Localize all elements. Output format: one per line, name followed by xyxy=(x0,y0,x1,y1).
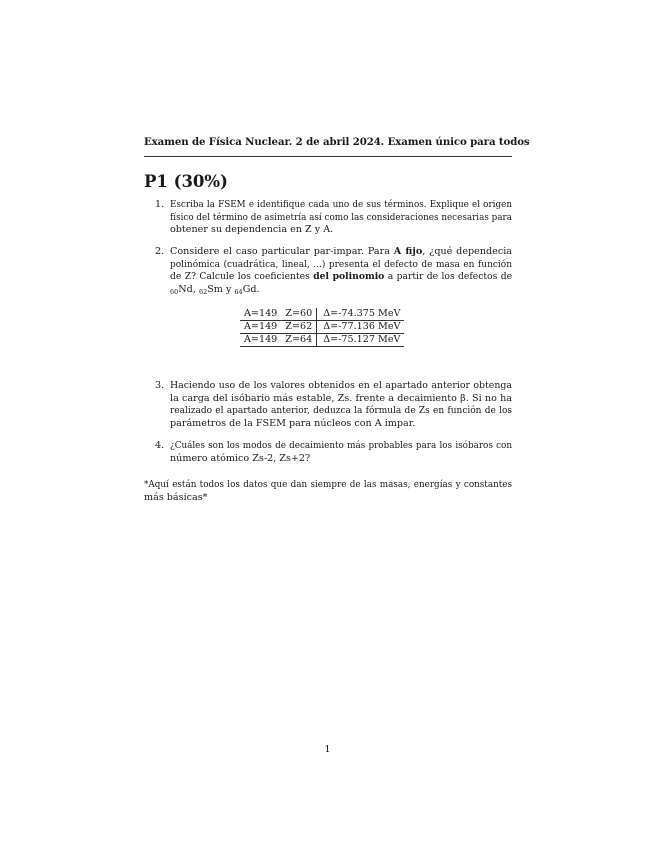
atomic-number: 62 xyxy=(198,287,208,296)
text-run: , ¿qué dependecia xyxy=(422,246,512,257)
question-text xyxy=(170,246,512,296)
section-title: P1 (30%) xyxy=(144,172,228,191)
table-cell-a: A=149 xyxy=(240,308,281,321)
isotope-symbol: Gd. xyxy=(242,283,260,295)
question-number: 1. xyxy=(155,199,165,210)
atomic-number: 60 xyxy=(170,287,179,296)
question-line xyxy=(170,271,512,284)
table-row xyxy=(240,308,404,321)
table-cell-z: Z=62 xyxy=(281,321,316,334)
table-cell-delta: Δ=-74.375 MeV xyxy=(317,308,405,321)
isotope-symbol: Sm y xyxy=(207,283,232,295)
question-line: físico del término de asimetría así como las consideraciones necesarias para xyxy=(170,212,512,223)
text-run: Considere el caso particular par-impar. Para xyxy=(170,246,394,257)
table-cell-z: Z=64 xyxy=(281,334,316,347)
question-number: 2. xyxy=(155,246,165,257)
page-number: 1 xyxy=(324,744,331,755)
question-number: 4. xyxy=(155,440,165,451)
header-rule xyxy=(144,156,512,157)
question-line: obtener su dependencia en Z y A. xyxy=(170,224,334,236)
mass-defect-table xyxy=(240,308,404,347)
question-number: 3. xyxy=(155,380,165,391)
footnote xyxy=(144,479,512,504)
exam-header: Examen de Física Nuclear. 2 de abril 2024. Examen único para todos xyxy=(144,136,530,148)
bold-run: del polinomio xyxy=(313,271,385,283)
footnote-line: *Aquí están todos los datos que dan siempre de las masas, energías y constantes xyxy=(144,480,512,490)
question-text xyxy=(170,199,512,237)
question-text xyxy=(170,380,512,430)
question-line: realizado el apartado anterior, deduzca la fórmula de Zs en función de los xyxy=(170,406,512,417)
question-line: Escriba la FSEM e identifique cada uno de sus términos. Explique el origen xyxy=(170,200,512,210)
bold-run: A fijo xyxy=(393,246,423,257)
table-cell-delta: Δ=-77.136 MeV xyxy=(317,321,405,334)
question-line: ¿Cuáles son los modos de decaimiento más probables para los isóbaros con xyxy=(170,441,512,451)
table-cell-delta: Δ=-75.127 MeV xyxy=(317,334,405,347)
atomic-number: 64 xyxy=(234,287,243,296)
table-row xyxy=(240,321,404,334)
table-cell-z: Z=60 xyxy=(281,308,316,321)
table-cell-a: A=149 xyxy=(240,321,281,334)
table-row xyxy=(240,334,404,347)
question-line xyxy=(170,284,512,297)
question-line: Haciendo uso de los valores obtenidos en el apartado anterior obtenga xyxy=(170,380,512,391)
text-run: a partir de los defectos de xyxy=(384,271,513,283)
footnote-line: más básicas* xyxy=(144,491,208,503)
isotope-symbol: Nd, xyxy=(178,283,196,295)
question-line: parámetros de la FSEM para núcleos con A impar. xyxy=(170,417,416,429)
question-line xyxy=(170,246,512,259)
question-text xyxy=(170,440,512,465)
question-line: número atómico Zs-2, Zs+2? xyxy=(170,452,311,464)
question-line: polinómica (cuadrática, lineal, ...) presenta el defecto de masa en función xyxy=(170,259,512,270)
text-run: de Z? Calcule los coeficientes xyxy=(170,271,314,283)
question-line: la carga del isóbario más estable, Zs. frente a decaimiento β. Si no ha xyxy=(170,392,512,404)
table-cell-a: A=149 xyxy=(240,334,281,347)
